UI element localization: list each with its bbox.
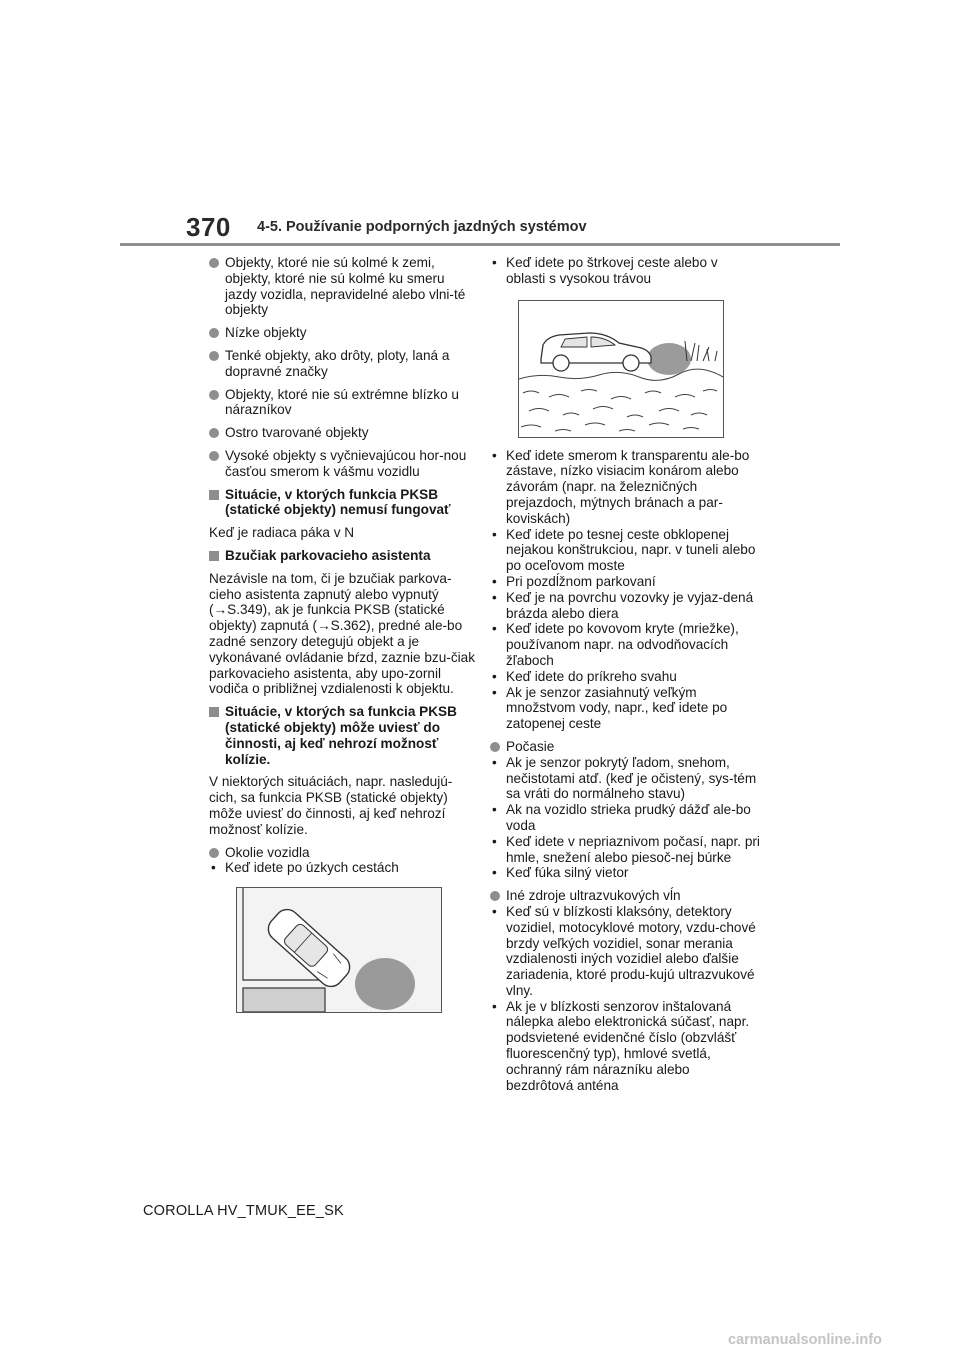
page-header xyxy=(0,0,960,250)
sub-list-item: • Keď je na povrchu vozovky je vyjaz-dená brázda alebo diera xyxy=(492,589,754,621)
list-item: Tenké objekty, ako drôty, ploty, laná a dopravné značky xyxy=(209,348,477,380)
circle-bullet-icon xyxy=(209,258,219,268)
sub-list-item: • Keď idete v nepriaznivom počasí, napr. pri hmle, snežení alebo piesoč-nej búrke xyxy=(492,833,760,865)
paragraph: Keď je radiaca páka v N xyxy=(209,525,355,541)
subsection-heading: Situácie, v ktorých funkcia PKSB (statické objekty) nemusí fungovať xyxy=(209,487,477,519)
left-column xyxy=(209,255,477,1013)
list-item: Objekty, ktoré nie sú extrémne blízko u nárazníkov xyxy=(209,387,477,419)
gravel-road-illustration xyxy=(518,300,724,438)
sub-list-item: • Ak je v blízkosti senzorov inštalovaná nálepka alebo elektronická súčasť, napr. podsvietené evidenčné číslo (obzvlášť fluorescenčný typ), hmlové svetlá, ochranný rám nárazníku alebo bezdrôtová anténa xyxy=(492,998,750,1093)
circle-bullet-icon xyxy=(209,390,219,400)
sub-list-item: • Keď sú v blízkosti klaksóny, detektory vozidiel, motocyklové motory, vzdu-chové brzdy veľkých vozidiel, sonar merania vzdialenosti iných vozidiel alebo ďalšie zariadenia, ktoré produ-kujú ultrazvukové vlny. xyxy=(492,903,756,998)
narrow-road-svg xyxy=(237,888,441,1012)
sub-list-item: • Ak je senzor zasiahnutý veľkým množstvom vody, napr., keď idete po zatopenej ceste xyxy=(492,684,728,732)
circle-bullet-icon xyxy=(209,428,219,438)
sub-list-item: • Keď idete do príkreho svahu xyxy=(492,668,677,684)
sub-list-item: • Ak na vozidlo strieka prudký dážď ale-bo voda xyxy=(492,802,751,833)
right-column xyxy=(490,255,760,1093)
circle-bullet-icon xyxy=(209,848,219,858)
list-item: Objekty, ktoré nie sú kolmé k zemi, objekty, ktoré nie sú kolmé ku smeru jazdy vozidla, nepravidelné alebo vlni-té objekty xyxy=(209,255,477,318)
sub-list-item: • Keď idete po tesnej ceste obklopenej nejakou konštrukciou, napr. v tuneli alebo po oceľovom moste xyxy=(492,526,756,574)
paragraph: Nezávisle na tom, či je bzučiak parkova-cieho asistenta zapnutý alebo vypnutý (→S.349), ak je funkcia PKSB (statické objekty) zapnutá (→S.362), predné ale-bo zadné senzory detegujú objekt a je vykonávané ovládanie bŕzd, zaznie bzu-čiak parkovacieho asistenta, aby upo-zornil vodiča o približnej vzdialenosti k objektu. xyxy=(209,570,475,697)
sub-list-item: • Keď fúka silný vietor xyxy=(492,865,629,881)
subsection-heading: Bzučiak parkovacieho asistenta xyxy=(209,548,477,564)
square-bullet-icon xyxy=(209,707,219,717)
arrow-icon: → xyxy=(317,618,331,634)
sub-list-item: • Ak je senzor pokrytý ľadom, snehom, nečistotami atď. (keď je očistený, sys-tém sa vráti do normálneho stavu) xyxy=(492,754,757,802)
watermark: carmanualsonline.info xyxy=(728,1332,882,1348)
sub-list-item: • Pri pozdĺžnom parkovaní xyxy=(492,573,656,589)
sub-list-item: • Keď idete smerom k transparentu ale-bo zástave, nízko visiacim konárom alebo závorám (napr. na železničných prejazdoch, mýtnych bránach a par-koviskách) xyxy=(492,447,750,526)
sub-list-item: • Keď idete po štrkovej ceste alebo v oblasti s vysokou trávou xyxy=(492,255,718,286)
list-item: Ostro tvarované objekty xyxy=(209,425,477,441)
page-number: 370 xyxy=(186,212,231,242)
list-item: Okolie vozidla xyxy=(209,845,477,861)
sub-list-item: • Keď idete po úzkych cestách xyxy=(211,860,399,876)
circle-bullet-icon xyxy=(209,328,219,338)
circle-bullet-icon xyxy=(209,451,219,461)
circle-bullet-icon xyxy=(490,742,500,752)
gravel-road-svg xyxy=(519,301,723,437)
narrow-road-illustration xyxy=(236,887,442,1013)
paragraph: V niektorých situáciách, napr. nasledujú-cich, sa funkcia PKSB (statické objekty) môže uviesť do činnosti, aj keď nehrozí možnosť kolízie. xyxy=(209,774,453,837)
header-rule xyxy=(120,243,840,246)
arrow-icon: → xyxy=(213,602,228,618)
square-bullet-icon xyxy=(209,490,219,500)
circle-bullet-icon xyxy=(490,891,500,901)
list-item: Vysoké objekty s vyčnievajúcou hor-nou časťou smerom k vášmu vozidlu xyxy=(209,448,477,480)
list-item: Iné zdroje ultrazvukových vĺn xyxy=(490,888,760,904)
sub-list-item: • Keď idete po kovovom kryte (mriežke), používanom napr. na odvodňovacích žľaboch xyxy=(492,621,739,668)
footer-model-code: COROLLA HV_TMUK_EE_SK xyxy=(143,1203,344,1219)
list-item: Nízke objekty xyxy=(209,325,477,341)
square-bullet-icon xyxy=(209,551,219,561)
circle-bullet-icon xyxy=(209,351,219,361)
subsection-heading: Situácie, v ktorých sa funkcia PKSB (statické objekty) môže uviesť do činnosti, aj keď nehrozí možnosť kolízie. xyxy=(209,704,477,767)
section-title: 4-5. Používanie podporných jazdných systémov xyxy=(257,219,587,235)
list-item: Počasie xyxy=(490,739,760,755)
